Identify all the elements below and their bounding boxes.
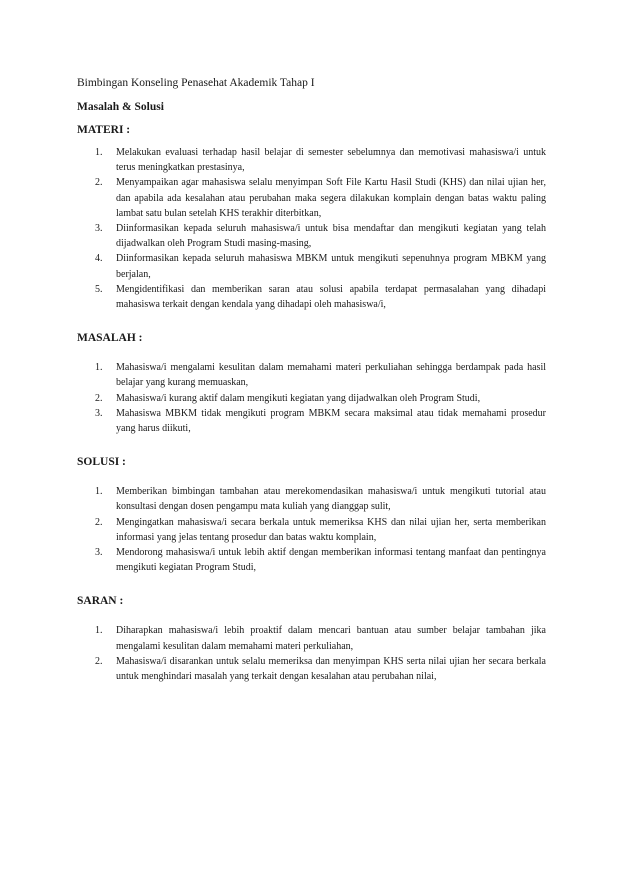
list-item [77, 251, 546, 281]
item-number: 1. [95, 362, 103, 374]
list-item [77, 360, 546, 390]
solusi-list [77, 484, 546, 575]
item-text: Menyampaikan agar mahasiswa selalu menyimpan Soft File Kartu Hasil Studi (KHS) dan nilai ujian her, dan apabila ada kesalahan atau perubahan maka segera dilakukan komplain dengan batas waktu paling lambat satu bulan setelah KHS terakhir diterbitkan, [116, 177, 546, 219]
list-item [77, 654, 546, 684]
list-item [77, 175, 546, 221]
materi-list [77, 145, 546, 312]
item-number: 2. [95, 655, 103, 667]
item-number: 3. [95, 407, 103, 419]
list-item [77, 391, 546, 406]
item-text: Diinformasikan kepada seluruh mahasiswa MBKM untuk mengikuti sepenuhnya program MBKM yang berjalan, [116, 253, 546, 280]
item-number: 4. [95, 253, 103, 265]
section-title-materi: MATERI : [77, 124, 131, 136]
item-text: Diinformasikan kepada seluruh mahasiswa/i untuk bisa mendaftar dan mengikuti kegiatan yang telah dijadwalkan oleh Program Studi masing-masing, [116, 223, 546, 250]
list-item [77, 145, 546, 175]
section-title-saran: SARAN : [77, 595, 124, 608]
section-saran [77, 594, 546, 684]
item-text: Mahasiswa/i disarankan untuk selalu memeriksa dan menyimpan KHS serta nilai ujian her secara berkala untuk menghindari masalah yang terkait dengan kesalahan atau perubahan nilai, [116, 655, 546, 683]
list-item [77, 623, 546, 653]
list-item [77, 484, 546, 514]
list-item [77, 545, 546, 575]
masalah-list [77, 360, 546, 436]
section-masalah [77, 331, 546, 436]
item-text: Mahasiswa MBKM tidak mengikuti program MBKM secara maksimal atau tidak memahami prosedur yang harus diikuti, [116, 407, 546, 435]
item-number: 3. [95, 223, 103, 235]
item-text: Melakukan evaluasi terhadap hasil belajar di semester sebelumnya dan memotivasi mahasiswa/i untuk terus meningkatkan prestasinya, [116, 147, 546, 174]
item-number: 5. [95, 283, 103, 295]
item-number: 1. [95, 147, 103, 158]
item-text: Mendorong mahasiswa/i untuk lebih aktif dengan memberikan informasi tentang manfaat dan pentingnya mengikuti kegiatan Program Studi, [116, 547, 546, 574]
item-text: Mahasiswa/i mengalami kesulitan dalam memahami materi perkuliahan sehingga berdampak pada hasil belajar yang kurang memuaskan, [116, 362, 546, 389]
document-page [77, 76, 546, 684]
section-title-solusi: SOLUSI : [77, 456, 126, 469]
document-header: Bimbingan Konseling Penasehat Akademik Tahap I [77, 77, 315, 89]
section-materi [77, 123, 546, 312]
item-number: 2. [95, 516, 103, 528]
document-subtitle: Masalah & Solusi [77, 101, 164, 113]
item-text: Memberikan bimbingan tambahan atau merekomendasikan mahasiswa/i untuk mengikuti tutorial atau konsultasi dengan dosen pengampu mata kuliah yang dianggap sulit, [116, 486, 546, 513]
list-item [77, 282, 546, 312]
section-title-masalah: MASALAH : [77, 332, 143, 345]
item-text: Mengidentifikasi dan memberikan saran atau solusi apabila terdapat permasalahan yang dihadapi mahasiswa terkait dengan kendala yang dihadapi oleh mahasiswa/i, [116, 283, 546, 311]
section-solusi [77, 455, 546, 575]
item-number: 1. [95, 486, 103, 498]
item-text: Mahasiswa/i kurang aktif dalam mengikuti kegiatan yang dijadwalkan oleh Program Studi, [116, 392, 481, 404]
list-item [77, 221, 546, 251]
list-item [77, 515, 546, 545]
saran-list [77, 623, 546, 684]
item-number: 1. [95, 625, 103, 637]
list-item [77, 406, 546, 436]
item-number: 3. [95, 547, 103, 559]
item-text: Mengingatkan mahasiswa/i secara berkala untuk memeriksa KHS dan nilai ujian her, serta memberikan informasi yang jelas tentang prosedur dan batas waktu komplain, [116, 516, 546, 543]
item-number: 2. [95, 177, 103, 189]
item-text: Diharapkan mahasiswa/i lebih proaktif dalam mencari bantuan atau sumber belajar tambahan jika mengalami kesulitan dalam memahami materi perkuliahan, [116, 625, 546, 652]
item-number: 2. [95, 392, 103, 404]
